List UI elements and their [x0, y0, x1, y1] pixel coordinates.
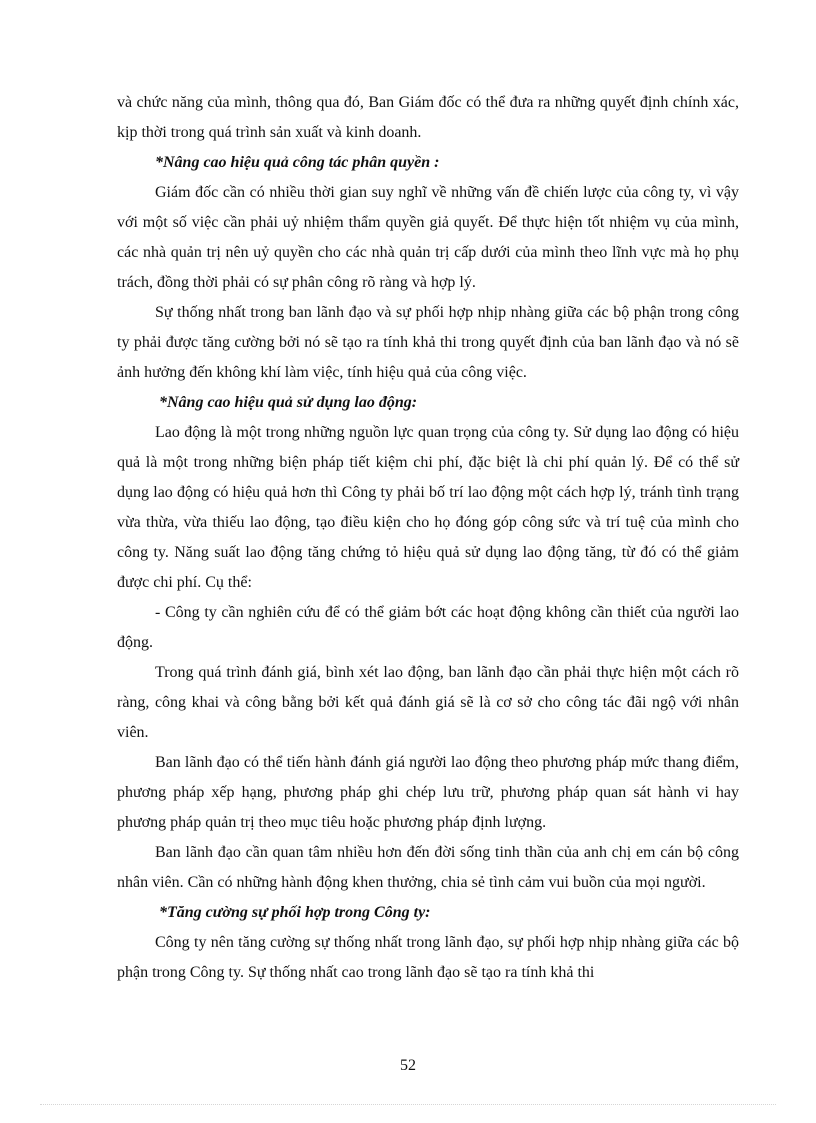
- heading-delegation: *Nâng cao hiệu quả công tác phân quyền :: [155, 154, 440, 171]
- heading-labor-efficiency: *Nâng cao hiệu quả sử dụng lao động:: [159, 394, 418, 411]
- paragraph-director-delegation: Giám đốc cần có nhiều thời gian suy nghĩ về những vấn đề chiến lược của công ty, vì vậy với một số việc cần phải uỷ nhiệm thẩm quyền giả quyết. Để thực hiện tốt nhiệm vụ của mình, các nhà quản trị nên uỷ quyền cho các nhà quản trị cấp dưới của mình theo lĩnh vực mà họ phụ trách, đồng thời phải có sự phân công rõ ràng và hợp lý.: [117, 184, 739, 291]
- paragraph-spiritual-life: Ban lãnh đạo cần quan tâm nhiều hơn đến đời sống tinh thần của anh chị em cán bộ công nhân viên. Cần có những hành động khen thưởng, chia sẻ tình cảm vui buồn của mọi người.: [117, 844, 739, 891]
- paragraph-evaluation: Trong quá trình đánh giá, bình xét lao động, ban lãnh đạo cần phải thực hiện một cách rõ ràng, công khai và công bằng bởi kết quả đánh giá sẽ là cơ sở cho công tác đãi ngộ với nhân viên.: [117, 664, 739, 741]
- footer-divider: [40, 1104, 776, 1105]
- paragraph-intro-continuation: và chức năng của mình, thông qua đó, Ban Giám đốc có thể đưa ra những quyết định chính xác, kịp thời trong quá trình sản xuất và kinh doanh.: [117, 94, 739, 141]
- document-page: [117, 88, 739, 988]
- heading-coordination: *Tăng cường sự phối hợp trong Công ty:: [159, 904, 431, 921]
- paragraph-leadership-unity: Sự thống nhất trong ban lãnh đạo và sự phối hợp nhịp nhàng giữa các bộ phận trong công ty phải được tăng cường bởi nó sẽ tạo ra tính khả thi trong quyết định của ban lãnh đạo và nó sẽ ảnh hưởng đến không khí làm việc, tính hiệu quả của công việc.: [117, 304, 739, 381]
- paragraph-coordination: Công ty nên tăng cường sự thống nhất trong lãnh đạo, sự phối hợp nhịp nhàng giữa các bộ phận trong Công ty. Sự thống nhất cao trong lãnh đạo sẽ tạo ra tính khả thi: [117, 934, 739, 981]
- paragraph-reduce-activities: - Công ty cần nghiên cứu để có thể giảm bớt các hoạt động không cần thiết của người lao động.: [117, 604, 739, 651]
- paragraph-evaluation-methods: Ban lãnh đạo có thể tiến hành đánh giá người lao động theo phương pháp mức thang điểm, phương pháp xếp hạng, phương pháp ghi chép lưu trữ, phương pháp quan sát hành vi hay phương pháp quản trị theo mục tiêu hoặc phương pháp định lượng.: [117, 754, 739, 831]
- paragraph-labor-resource: Lao động là một trong những nguồn lực quan trọng của công ty. Sử dụng lao động có hiệu quả là một trong những biện pháp tiết kiệm chi phí, đặc biệt là chi phí quản lý. Để có thể sử dụng lao động có hiệu quả hơn thì Công ty phải bố trí lao động một cách hợp lý, tránh tình trạng vừa thừa, vừa thiếu lao động, tạo điều kiện cho họ đóng góp công sức và trí tuệ của mình cho công ty. Năng suất lao động tăng chứng tỏ hiệu quả sử dụng lao động tăng, từ đó có thể giảm được chi phí. Cụ thể:: [117, 424, 739, 591]
- page-number: 52: [400, 1057, 416, 1074]
